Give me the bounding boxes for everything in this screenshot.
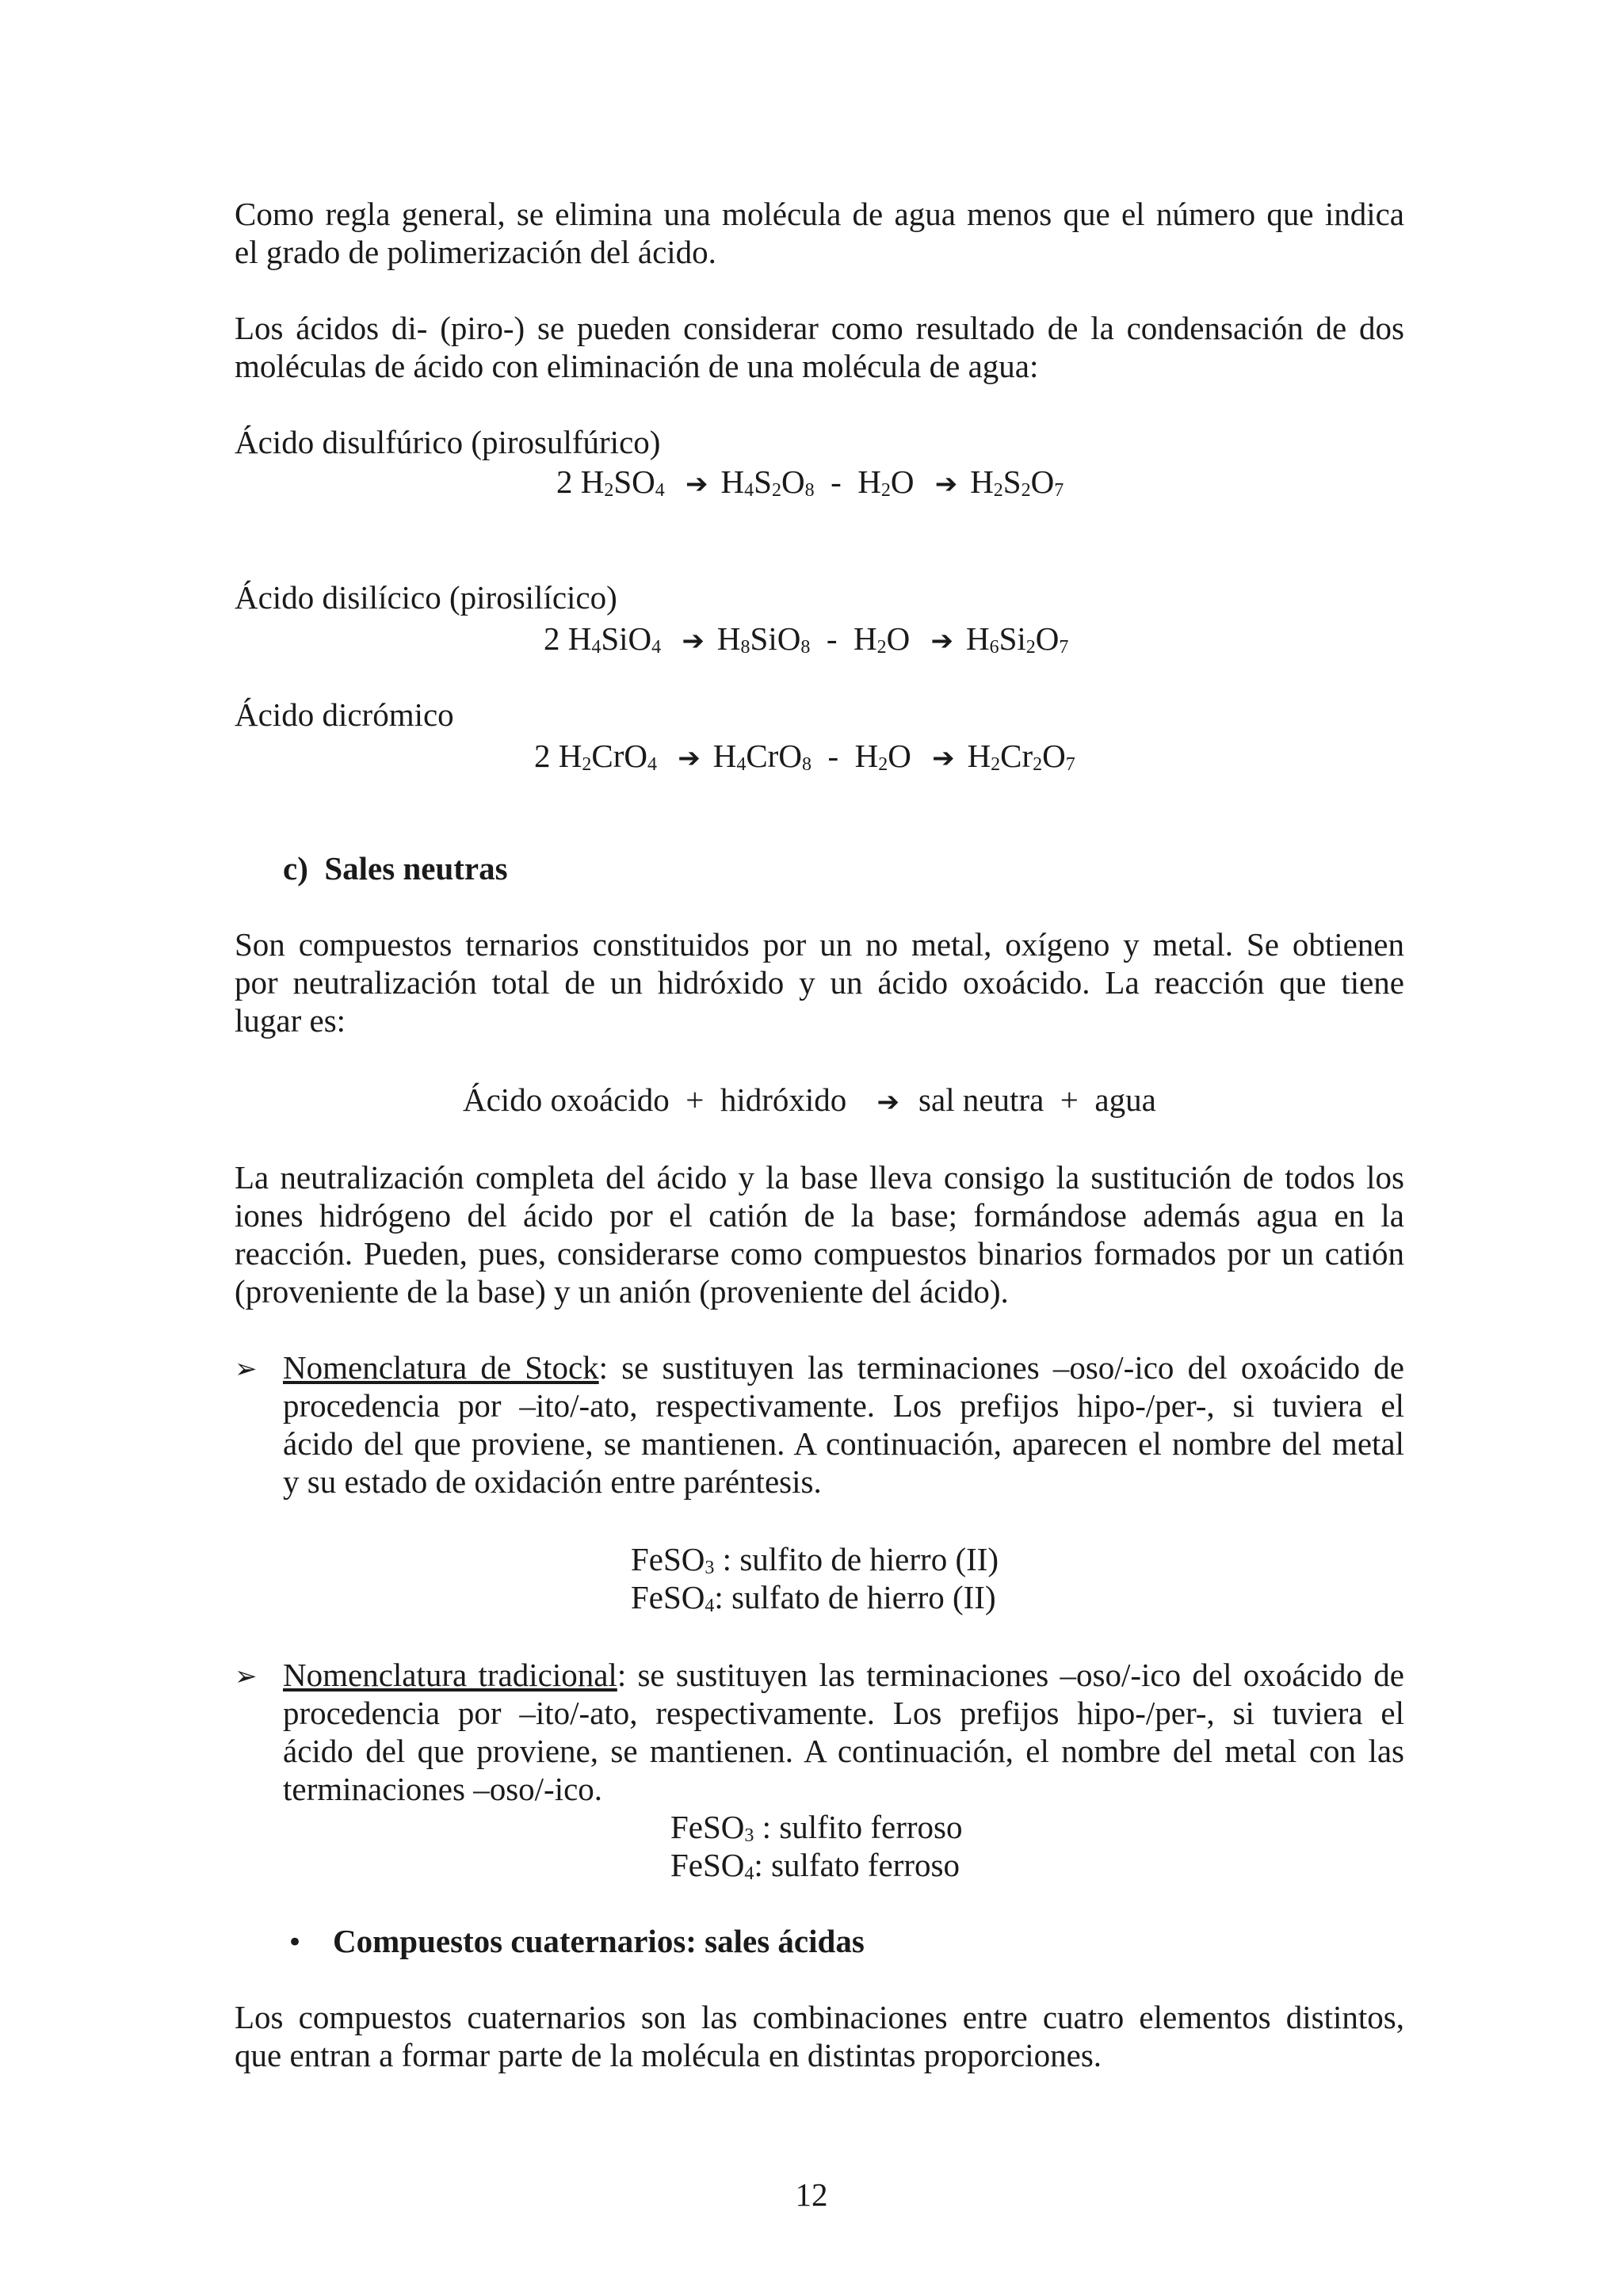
- text-line: reacción. Pueden, pues, considerarse como compuestos binarios formados por un catión: [235, 1235, 1404, 1272]
- equation-disilicico: 2 $H_4SiO_4$ ➔ $H_8SiO_8 - H_2O$ ➔ $H_6Si_2O_7$: [544, 620, 1068, 660]
- equation-disulfurico: 2 $H_2SO_4$ ➔ $H_4S_2O_8 - H_2O$ ➔ $H_2S_2O_7$: [556, 463, 1064, 503]
- arrow-icon: ➔: [682, 625, 705, 657]
- text-line: Nomenclatura de Stock: se sustituyen las terminaciones –oso/-ico del oxoácido de: [283, 1349, 1404, 1386]
- text-line: terminaciones –oso/-ico.: [283, 1771, 603, 1807]
- text-line: Son compuestos ternarios constituidos por un no metal, oxígeno y metal. Se obtienen: [235, 926, 1404, 963]
- paragraph-neutralization: [235, 1158, 1404, 1310]
- text-line: ácido del que proviene, se mantienen. A continuación, aparecen el nombre del metal: [283, 1425, 1404, 1462]
- text-line: procedencia por –ito/-ato, respectivamente. Los prefijos hipo-/per-, si tuviera el: [283, 1387, 1404, 1424]
- text-line: Los compuestos cuaternarios son las combinaciones entre cuatro elementos distintos,: [235, 1999, 1404, 2035]
- tradicional-example-feso4: FeSO$_4$: sulfato ferroso: [670, 1847, 960, 1884]
- example-label-disilicico: Ácido disilícico (pirosilícico): [235, 579, 617, 616]
- section-marker: c): [283, 850, 308, 887]
- section-heading-sales-neutras: [283, 849, 508, 887]
- text-line: Los ácidos di- (piro-) se pueden considerar como resultado de la condensación de dos: [235, 310, 1404, 346]
- term-nomenclatura-tradicional: Nomenclatura tradicional: [283, 1657, 617, 1693]
- paragraph-polymerization-rule: [235, 195, 1404, 271]
- example-label-dicromico: Ácido dicrómico: [235, 696, 454, 733]
- arrow-icon: ➔: [934, 468, 958, 500]
- arrow-icon: ➔: [932, 742, 955, 774]
- text-line: iones hidrógeno del ácido por el catión de la base; formándose además agua en la: [235, 1197, 1404, 1234]
- text-line: y su estado de oxidación entre paréntesis.: [283, 1463, 822, 1500]
- section-title: Sales neutras: [324, 850, 508, 887]
- text-line: La neutralización completa del ácido y la base lleva consigo la sustitución de todos los: [235, 1159, 1404, 1196]
- arrow-bullet-icon: ➢: [235, 1661, 258, 1692]
- arrow-icon: ➔: [678, 742, 701, 774]
- text-line: que entran a formar parte de la molécula en distintas proporciones.: [235, 2037, 1102, 2073]
- text-line: el grado de polimerización del ácido.: [235, 234, 716, 270]
- paragraph-diacids: [235, 309, 1404, 385]
- paragraph-sales-neutras: [235, 925, 1404, 1039]
- bullet-dot-icon: •: [287, 1927, 304, 1958]
- text-line: por neutralización total de un hidróxido y un ácido oxoácido. La reacción que tiene: [235, 964, 1404, 1001]
- arrow-icon: ➔: [685, 468, 708, 500]
- equation-dicromico: 2 $H_2CrO_4$ ➔ $H_4CrO_8 - H_2O$ ➔ $H_2Cr_2O_7$: [534, 737, 1075, 777]
- text-line: ácido del que proviene, se mantienen. A continuación, el nombre del metal con las: [283, 1733, 1404, 1769]
- arrow-bullet-icon: ➢: [235, 1353, 258, 1385]
- arrow-icon: ➔: [930, 625, 953, 657]
- page-number: 12: [795, 2176, 828, 2213]
- tradicional-example-feso3: FeSO$_3$ : sulfito ferroso: [670, 1809, 963, 1846]
- bullet-nomenclatura-stock: [283, 1348, 1404, 1501]
- bullet-nomenclatura-tradicional: [283, 1656, 1404, 1808]
- text-line: moléculas de ácido con eliminación de una molécula de agua:: [235, 348, 1039, 384]
- text-line: Nomenclatura tradicional: se sustituyen las terminaciones –oso/-ico del oxoácido de: [283, 1657, 1404, 1693]
- arrow-icon: ➔: [876, 1086, 900, 1118]
- neutralization-reaction: Ácido oxoácido + hidróxido ➔ sal neutra + agua: [463, 1081, 1156, 1121]
- term-nomenclatura-stock: Nomenclatura de Stock: [283, 1349, 599, 1386]
- stock-example-feso3: FeSO$_3$ : sulfito de hierro (II): [631, 1541, 999, 1578]
- text-line: lugar es:: [235, 1002, 346, 1039]
- example-label-disulfurico: Ácido disulfúrico (pirosulfúrico): [235, 424, 661, 460]
- paragraph-cuaternarios: [235, 1998, 1404, 2074]
- stock-example-feso4: FeSO$_4$: sulfato de hierro (II): [631, 1579, 996, 1616]
- text-line: Como regla general, se elimina una molécula de agua menos que el número que indica: [235, 196, 1404, 232]
- text-line: procedencia por –ito/-ato, respectivamente. Los prefijos hipo-/per-, si tuviera el: [283, 1695, 1404, 1731]
- section-heading-cuaternarios: Compuestos cuaternarios: sales ácidas: [333, 1923, 865, 1959]
- text-line: (proveniente de la base) y un anión (proveniente del ácido).: [235, 1273, 1009, 1310]
